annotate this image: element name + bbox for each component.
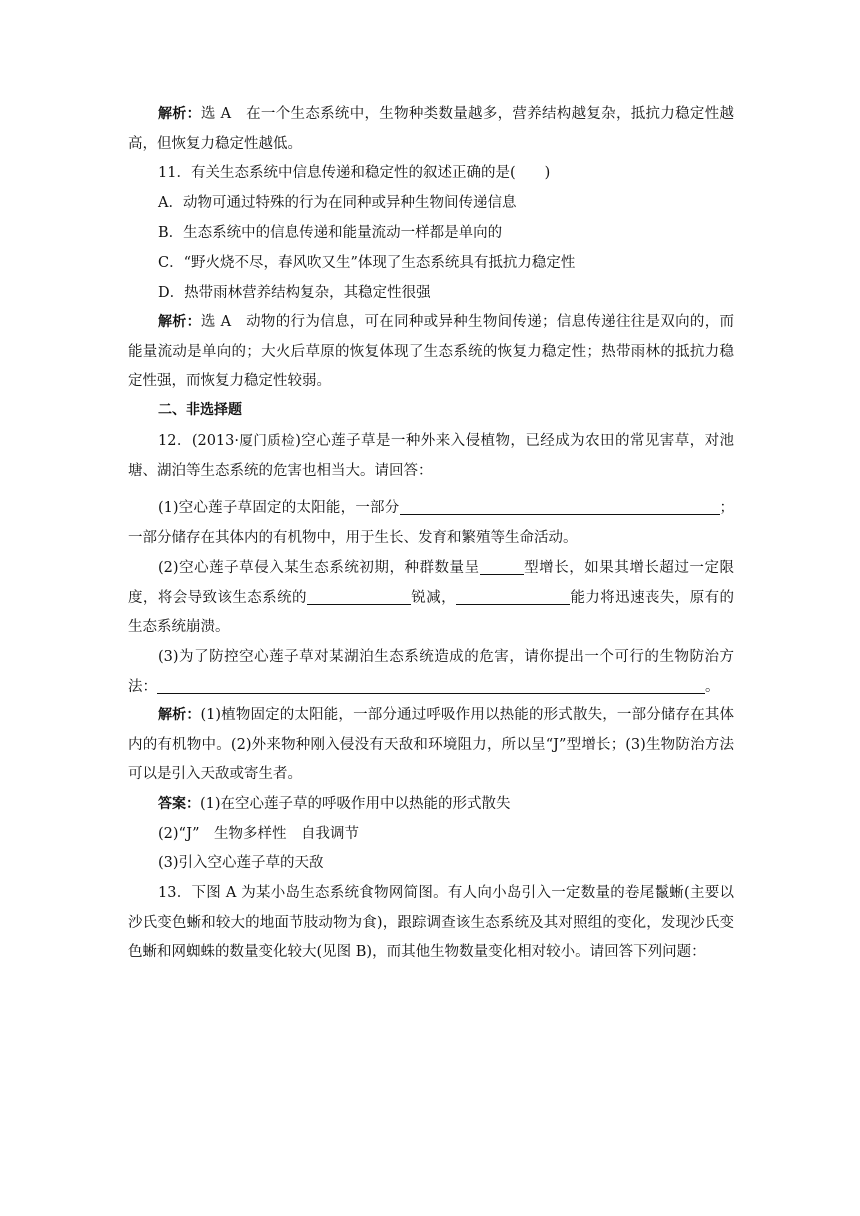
q12-part3-text-b: 。 <box>705 678 720 695</box>
q12-answer-2: (2)“J” 生物多样性 自我调节 <box>158 826 360 842</box>
answer-blank-5[interactable] <box>157 677 705 694</box>
q12-part1-text-a: (1)空心莲子草固定的太阳能，一部分 <box>158 500 400 516</box>
q11-option-d: D．热带雨林营养结构复杂，其稳定性很强 <box>158 285 431 301</box>
q11-option-b: B．生态系统中的信息传递和能量流动一样都是单向的 <box>158 225 503 241</box>
q11-analysis <box>128 308 734 397</box>
q12-part1-text-b: ；一部分储存在其体内的有机物中，用于生长、发育和繁殖等生命活动。 <box>128 500 734 546</box>
q12-part2 <box>128 554 734 643</box>
section-heading: 二、非选择题 <box>158 402 242 418</box>
q12-part2-text-d: 能力将迅速丧失，原有的生态系统崩溃。 <box>128 589 735 635</box>
q12-part2-text-b: 型增长，如果其增长超过一定限度，将会导致该生态系统的 <box>128 560 734 606</box>
analysis-text: (1)植物固定的太阳能，一部分通过呼吸作用以热能的形式散失，一部分储存在其体内的有机物中。(2)外来物种刚入侵没有天敌和环境阻力，所以呈“J”型增长；(3)生物防治方法可以是引入天敌或寄生者。 <box>128 707 735 782</box>
q12-part2-text-a: (2)空心莲子草侵入某生态系统初期，种群数量呈 <box>158 560 480 576</box>
q12-number: 12．(2013· <box>158 433 239 449</box>
answer-label: 答案： <box>158 796 200 812</box>
q12-stem <box>128 427 734 486</box>
answer-blank-3[interactable] <box>307 588 411 605</box>
q11-option-c: C．“野火烧不尽，春风吹又生”体现了生态系统具有抵抗力稳定性 <box>158 255 576 271</box>
q11-option-a: A．动物可通过特殊的行为在同种或异种生物间传递信息 <box>158 195 517 211</box>
analysis-label: 解析： <box>158 106 201 122</box>
answer-blank-4[interactable] <box>456 588 570 605</box>
q12-part1 <box>128 494 734 553</box>
answer-line-1: (1)在空心莲子草的呼吸作用中以热能的形式散失 <box>200 796 511 812</box>
analysis-text: 选 A 在一个生态系统中，生物种类数量越多，营养结构越复杂，抵抗力稳定性越高，但恢复力稳定性越低。 <box>128 106 735 152</box>
q11-stem: 11．有关生态系统中信息传递和稳定性的叙述正确的是( ) <box>158 165 551 181</box>
answer-blank-1[interactable] <box>400 498 720 515</box>
q12-analysis <box>128 701 734 790</box>
q10-analysis <box>128 100 734 159</box>
q12-answer-3: (3)引入空心莲子草的天敌 <box>158 855 324 871</box>
q12-part2-text-c: 锐减， <box>410 589 457 606</box>
analysis-label: 解析： <box>158 707 201 723</box>
analysis-text: 选 A 动物的行为信息，可在同种或异种生物间传递；信息传递往往是双向的，而能量流动是单向的；大火后草原的恢复体现了生态系统的恢复力稳定性；热带雨林的抵抗力稳定性强，而恢复力稳定性较弱。 <box>128 314 735 389</box>
q13-stem: 13．下图 A 为某小岛生态系统食物网简图。有人向小岛引入一定数量的卷尾鬣蜥(主要以沙氏变色蜥和较大的地面节肢动物为食)，跟踪调查该生态系统及其对照组的变化，发现沙氏变色蜥和网蜘蛛的数量变化较大(见图 B)，而其他生物数量变化相对较小。请回答下列问题： <box>128 885 734 960</box>
q12-source: 厦门质检 <box>239 433 296 449</box>
q12-part3 <box>128 643 734 702</box>
q12-part3-text-a: (3)为了防控空心莲子草对某湖泊生态系统造成的危害，请你提出一个可行的生物防治方法： <box>128 649 734 695</box>
analysis-label: 解析： <box>158 314 201 330</box>
q12-answer-1 <box>128 790 734 820</box>
answer-blank-2[interactable] <box>480 558 524 575</box>
q12-stem-text: )空心莲子草是一种外来入侵植物，已经成为农田的常见害草，对池塘、湖泊等生态系统的危害也相当大。请回答： <box>128 433 735 479</box>
